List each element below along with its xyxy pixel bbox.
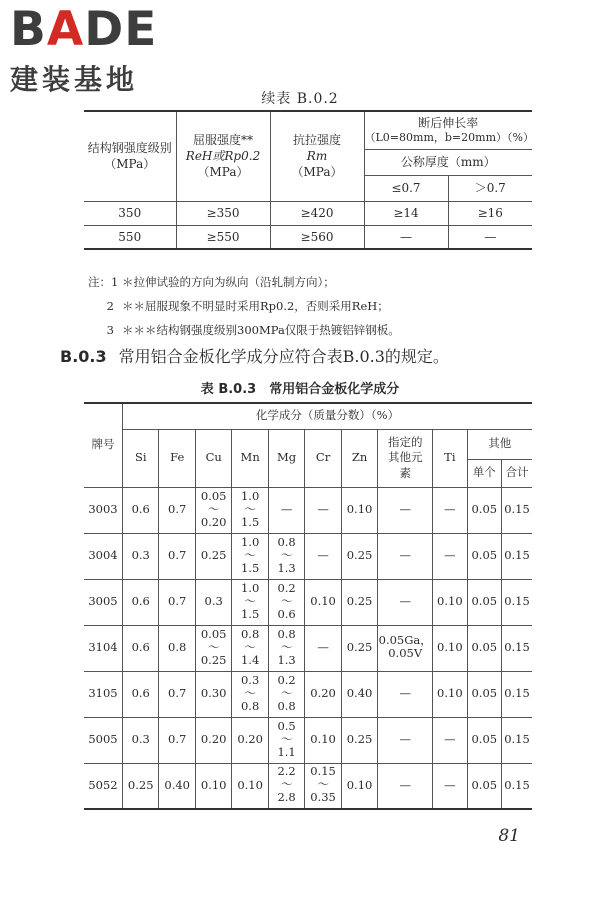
cell-cr: 0.15 ～ 0.35 bbox=[305, 763, 341, 809]
cell-mn: 0.8 ～ 1.4 bbox=[232, 625, 268, 671]
header-cr: Cr bbox=[305, 429, 341, 487]
header-yield: 屈服强度** ReH或Rp0.2 （MPa） bbox=[176, 111, 270, 201]
table2-caption: 表 B.0.3 常用铝合金板化学成分 bbox=[200, 382, 400, 397]
cell-single: 0.05 bbox=[467, 579, 501, 625]
cell-total: 0.15 bbox=[502, 717, 532, 763]
brand-logo bbox=[10, 4, 180, 98]
note-item: 3 ＊＊＊结构钢强度级别300MPa仅限于热镀铝锌钢板。 bbox=[106, 323, 400, 337]
header-thickness: 公称厚度（mm） bbox=[364, 149, 532, 175]
cell-mg: 0.8 ～ 1.3 bbox=[268, 625, 304, 671]
cell-other: — bbox=[378, 579, 433, 625]
cell-zn: 0.10 bbox=[341, 763, 377, 809]
header-si: Si bbox=[123, 429, 159, 487]
cell-grade: 3004 bbox=[84, 533, 123, 579]
header-thickness-gt07: ＞0.7 bbox=[448, 175, 532, 201]
cell-fe: 0.7 bbox=[159, 487, 195, 533]
cell-si: 0.6 bbox=[123, 671, 159, 717]
cell-si: 0.6 bbox=[123, 625, 159, 671]
cell-mn: 1.0 ～ 1.5 bbox=[232, 579, 268, 625]
header-cu: Cu bbox=[195, 429, 231, 487]
cell-grade: 3105 bbox=[84, 671, 123, 717]
cell-mn: 1.0 ～ 1.5 bbox=[232, 533, 268, 579]
cell-mn: 1.0 ～ 1.5 bbox=[232, 487, 268, 533]
cell-fe: 0.8 bbox=[159, 625, 195, 671]
header-composition: 化学成分（质量分数）（%） bbox=[123, 403, 533, 429]
cell-other: — bbox=[378, 717, 433, 763]
cell-ti: — bbox=[433, 533, 467, 579]
aluminum-composition-table bbox=[84, 402, 532, 810]
cell-grade: 5052 bbox=[84, 763, 123, 809]
cell-total: 0.15 bbox=[502, 533, 532, 579]
cell-single: 0.05 bbox=[467, 533, 501, 579]
cell-cu: 0.30 bbox=[195, 671, 231, 717]
header-total: 合计 bbox=[502, 459, 532, 487]
cell-ti: — bbox=[433, 763, 467, 809]
header-single: 单个 bbox=[467, 459, 501, 487]
cell-cu: 0.25 bbox=[195, 533, 231, 579]
cell-mg: — bbox=[268, 487, 304, 533]
header-zn: Zn bbox=[341, 429, 377, 487]
logo-subtitle: 建装基地 bbox=[10, 63, 139, 96]
header-tensile: 抗拉强度 Rm （MPa） bbox=[270, 111, 364, 201]
cell-total: 0.15 bbox=[502, 579, 532, 625]
logo-wordmark bbox=[10, 4, 180, 56]
cell-zn: 0.40 bbox=[341, 671, 377, 717]
cell-ti: — bbox=[433, 487, 467, 533]
cell-zn: 0.25 bbox=[341, 625, 377, 671]
table-row: 550 ≥550 ≥560 — — bbox=[84, 225, 532, 249]
logo-letters-de: DE bbox=[84, 2, 158, 57]
cell-total: 0.15 bbox=[502, 487, 532, 533]
section-heading bbox=[60, 344, 449, 367]
cell-cr: — bbox=[305, 533, 341, 579]
cell-total: 0.15 bbox=[502, 671, 532, 717]
cell-grade: 3104 bbox=[84, 625, 123, 671]
cell-si: 0.6 bbox=[123, 487, 159, 533]
cell-ti: 0.10 bbox=[433, 625, 467, 671]
cell-mg: 0.8 ～ 1.3 bbox=[268, 533, 304, 579]
table-row: 350 ≥350 ≥420 ≥14 ≥16 bbox=[84, 201, 532, 225]
cell-cr: — bbox=[305, 487, 341, 533]
header-mg: Mg bbox=[268, 429, 304, 487]
cell-zn: 0.25 bbox=[341, 717, 377, 763]
header-mn: Mn bbox=[232, 429, 268, 487]
cell-cu: 0.05 ～ 0.25 bbox=[195, 625, 231, 671]
cell-si: 0.3 bbox=[123, 533, 159, 579]
header-grade: 结构钢强度级别（MPa） bbox=[84, 111, 176, 201]
section-text: 常用铝合金板化学成分应符合表B.0.3的规定。 bbox=[118, 347, 449, 366]
cell-ti: 0.10 bbox=[433, 671, 467, 717]
cell-cu: 0.05 ～ 0.20 bbox=[195, 487, 231, 533]
table-row bbox=[84, 579, 532, 625]
cell-other: — bbox=[378, 671, 433, 717]
section-number: B.0.3 bbox=[60, 347, 107, 366]
cell-cu: 0.10 bbox=[195, 763, 231, 809]
header-ti: Ti bbox=[433, 429, 467, 487]
header-elongation: 断后伸长率 （L0=80mm，b=20mm）（%） bbox=[364, 111, 532, 149]
table-row bbox=[84, 763, 532, 809]
header-thickness-le07: ≤0.7 bbox=[364, 175, 448, 201]
table1-caption: 续表 B.0.2 bbox=[261, 91, 339, 107]
cell-fe: 0.7 bbox=[159, 533, 195, 579]
note-item: 2 ＊＊屈服现象不明显时采用Rp0.2，否则采用ReH； bbox=[106, 299, 389, 313]
cell-ti: 0.10 bbox=[433, 579, 467, 625]
page-number: 81 bbox=[498, 826, 520, 846]
cell-cr: 0.10 bbox=[305, 579, 341, 625]
cell-zn: 0.10 bbox=[341, 487, 377, 533]
cell-grade: 5005 bbox=[84, 717, 123, 763]
table1-notes bbox=[88, 270, 400, 342]
logo-letter-b: B bbox=[10, 2, 47, 57]
cell-cr: 0.20 bbox=[305, 671, 341, 717]
cell-other: — bbox=[378, 487, 433, 533]
cell-single: 0.05 bbox=[467, 763, 501, 809]
note-item: 注：1 ＊拉伸试验的方向为纵向（沿轧制方向）； bbox=[88, 275, 335, 289]
cell-total: 0.15 bbox=[502, 625, 532, 671]
cell-other: — bbox=[378, 763, 433, 809]
header-other-elements: 指定的其他元素 bbox=[378, 429, 433, 487]
cell-cu: 0.3 bbox=[195, 579, 231, 625]
table-row bbox=[84, 487, 532, 533]
table-row bbox=[84, 625, 532, 671]
cell-si: 0.3 bbox=[123, 717, 159, 763]
cell-si: 0.25 bbox=[123, 763, 159, 809]
cell-mg: 0.2 ～ 0.6 bbox=[268, 579, 304, 625]
cell-fe: 0.40 bbox=[159, 763, 195, 809]
cell-single: 0.05 bbox=[467, 671, 501, 717]
header-fe: Fe bbox=[159, 429, 195, 487]
cell-cu: 0.20 bbox=[195, 717, 231, 763]
cell-mg: 0.5 ～ 1.1 bbox=[268, 717, 304, 763]
cell-fe: 0.7 bbox=[159, 717, 195, 763]
cell-cr: 0.10 bbox=[305, 717, 341, 763]
table-row bbox=[84, 717, 532, 763]
cell-single: 0.05 bbox=[467, 487, 501, 533]
cell-fe: 0.7 bbox=[159, 671, 195, 717]
table-row bbox=[84, 671, 532, 717]
cell-grade: 3005 bbox=[84, 579, 123, 625]
header-others: 其他 bbox=[467, 429, 532, 459]
cell-mn: 0.3 ～ 0.8 bbox=[232, 671, 268, 717]
cell-si: 0.6 bbox=[123, 579, 159, 625]
cell-other: — bbox=[378, 533, 433, 579]
cell-fe: 0.7 bbox=[159, 579, 195, 625]
cell-single: 0.05 bbox=[467, 625, 501, 671]
cell-zn: 0.25 bbox=[341, 579, 377, 625]
cell-mn: 0.20 bbox=[232, 717, 268, 763]
header-grade: 牌号 bbox=[84, 403, 123, 487]
cell-mn: 0.10 bbox=[232, 763, 268, 809]
logo-letter-a: A bbox=[46, 2, 85, 57]
cell-zn: 0.25 bbox=[341, 533, 377, 579]
cell-cr: — bbox=[305, 625, 341, 671]
cell-other: 0.05Ga， 0.05V bbox=[378, 625, 433, 671]
table-row bbox=[84, 533, 532, 579]
cell-mg: 2.2 ～ 2.8 bbox=[268, 763, 304, 809]
cell-single: 0.05 bbox=[467, 717, 501, 763]
cell-mg: 0.2 ～ 0.8 bbox=[268, 671, 304, 717]
cell-ti: — bbox=[433, 717, 467, 763]
cell-total: 0.15 bbox=[502, 763, 532, 809]
cell-grade: 3003 bbox=[84, 487, 123, 533]
steel-strength-table bbox=[84, 110, 532, 250]
